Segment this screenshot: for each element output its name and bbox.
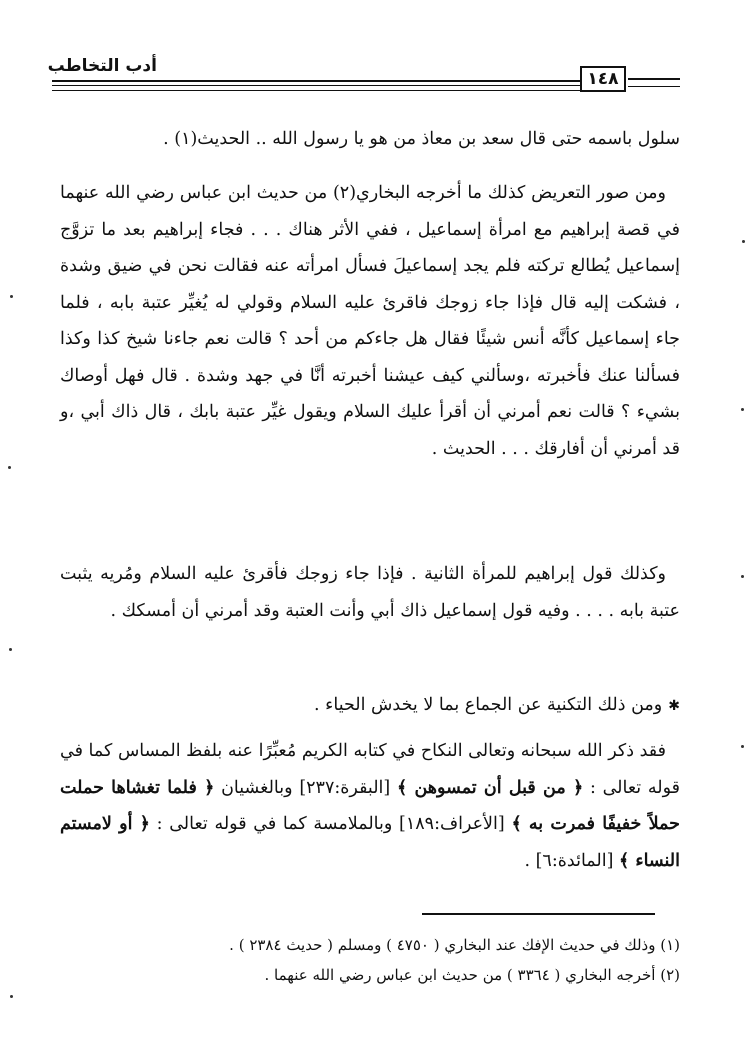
paragraph-1: سلول باسمه حتى قال سعد بن معاذ من هو يا رسول الله .. الحديث(١) . xyxy=(163,129,680,149)
quran-ref-2: [الأعراف:١٨٩] xyxy=(399,814,505,834)
footnote-1: (١) وذلك في حديث الإفك عند البخاري ( ٤٧٥٠ ) ومسلم ( حديث ٢٣٨٤ ) . xyxy=(229,936,680,954)
paragraph-4-text: ومن ذلك التكنية عن الجماع بما لا يخدش الحياء . xyxy=(314,695,663,715)
running-header-title: أدب التخاطب xyxy=(47,56,157,76)
header-rule-right-top xyxy=(628,78,680,80)
scan-speck xyxy=(10,995,13,998)
scan-speck xyxy=(741,408,744,411)
paragraph-4 xyxy=(60,687,680,725)
quran-paragraph xyxy=(60,733,680,879)
header-rule-bottom xyxy=(52,90,580,91)
scan-speck xyxy=(741,575,744,578)
header-rule-right-bottom xyxy=(628,86,680,87)
paragraph-2: ومن صور التعريض كذلك ما أخرجه البخاري(٢) من حديث ابن عباس رضي الله عنهما في قصة إبراهيم مع امرأة إسماعيل ، ففي الأثر هناك . . . فجاء إبراهيم بعد ما تزوَّج إسماعيل يُطالع تركته فلم يجد إسماعيلَ فسأل امرأته عنه فقالت نحن في ضيق وشدة ، فشكت إليه قال فإذا جاء زوجك فاقرئ عليه السلام وقولي له يُغيِّر عتبة بابه ، فلما جاء إسماعيل كأنَّه أنس شيئًا فقال هل جاءكم من أحد ؟ قالت نعم جاءنا شيخ كذا وكذا فسألنا عنك فأخبرته ،وسألني كيف عيشنا أخبرته أنَّا في جهد وشدة . قال فهل أوصاك بشيء ؟ قالت نعم أمرني أن أقرأ عليك السلام ويقول غيِّر عتبة بابك ، قال ذاك أبي ،و قد أمرني أن أفارقك . . . الحديث . xyxy=(60,183,680,459)
header-rule-middle xyxy=(52,85,580,86)
footnotes xyxy=(60,930,680,990)
star-bullet-icon: ✱ xyxy=(668,698,680,714)
header-rule-top xyxy=(52,80,580,82)
quran-verse-2: ﴿ فلما تغشاها حملت حملاً خفيفًا فمرت به ﴾ xyxy=(60,777,680,834)
scan-speck xyxy=(9,648,12,651)
footnote-2: (٢) أخرجه البخاري ( ٣٣٦٤ ) من حديث ابن عباس رضي الله عنهما . xyxy=(264,966,680,984)
quran-verse-1: ﴿ من قبل أن تمسوهن ﴾ xyxy=(396,777,584,798)
quran-intro: فقد ذكر الله سبحانه وتعالى النكاح في كتابه الكريم مُعبِّرًا عنه بلفظ المساس كما في قوله تعالى : xyxy=(60,741,680,798)
scan-speck xyxy=(8,466,11,469)
paragraph-3: وكذلك قول إبراهيم للمرأة الثانية . فإذا جاء زوجك فأقرئ عليه السلام ومُريه يثبت عتبة بابه . . . . وفيه قول إسماعيل ذاك أبي وأنت العتبة وقد أمرني أن أمسكك . xyxy=(60,564,680,621)
scan-speck xyxy=(10,295,13,298)
quran-mid-2: وبالملامسة كما في قوله تعالى : xyxy=(156,814,393,834)
scan-speck xyxy=(741,745,744,748)
quran-ref-1: [البقرة:٢٣٧] xyxy=(299,777,391,798)
quran-ref-3: [المائدة:٦] . xyxy=(524,850,614,871)
page-number: ١٤٨ xyxy=(580,66,626,92)
quran-mid-1: وبالغشيان xyxy=(221,777,293,798)
quran-verse-3: ﴿ أو لامستم النساء ﴾ xyxy=(60,814,680,871)
footnote-separator xyxy=(422,913,655,915)
